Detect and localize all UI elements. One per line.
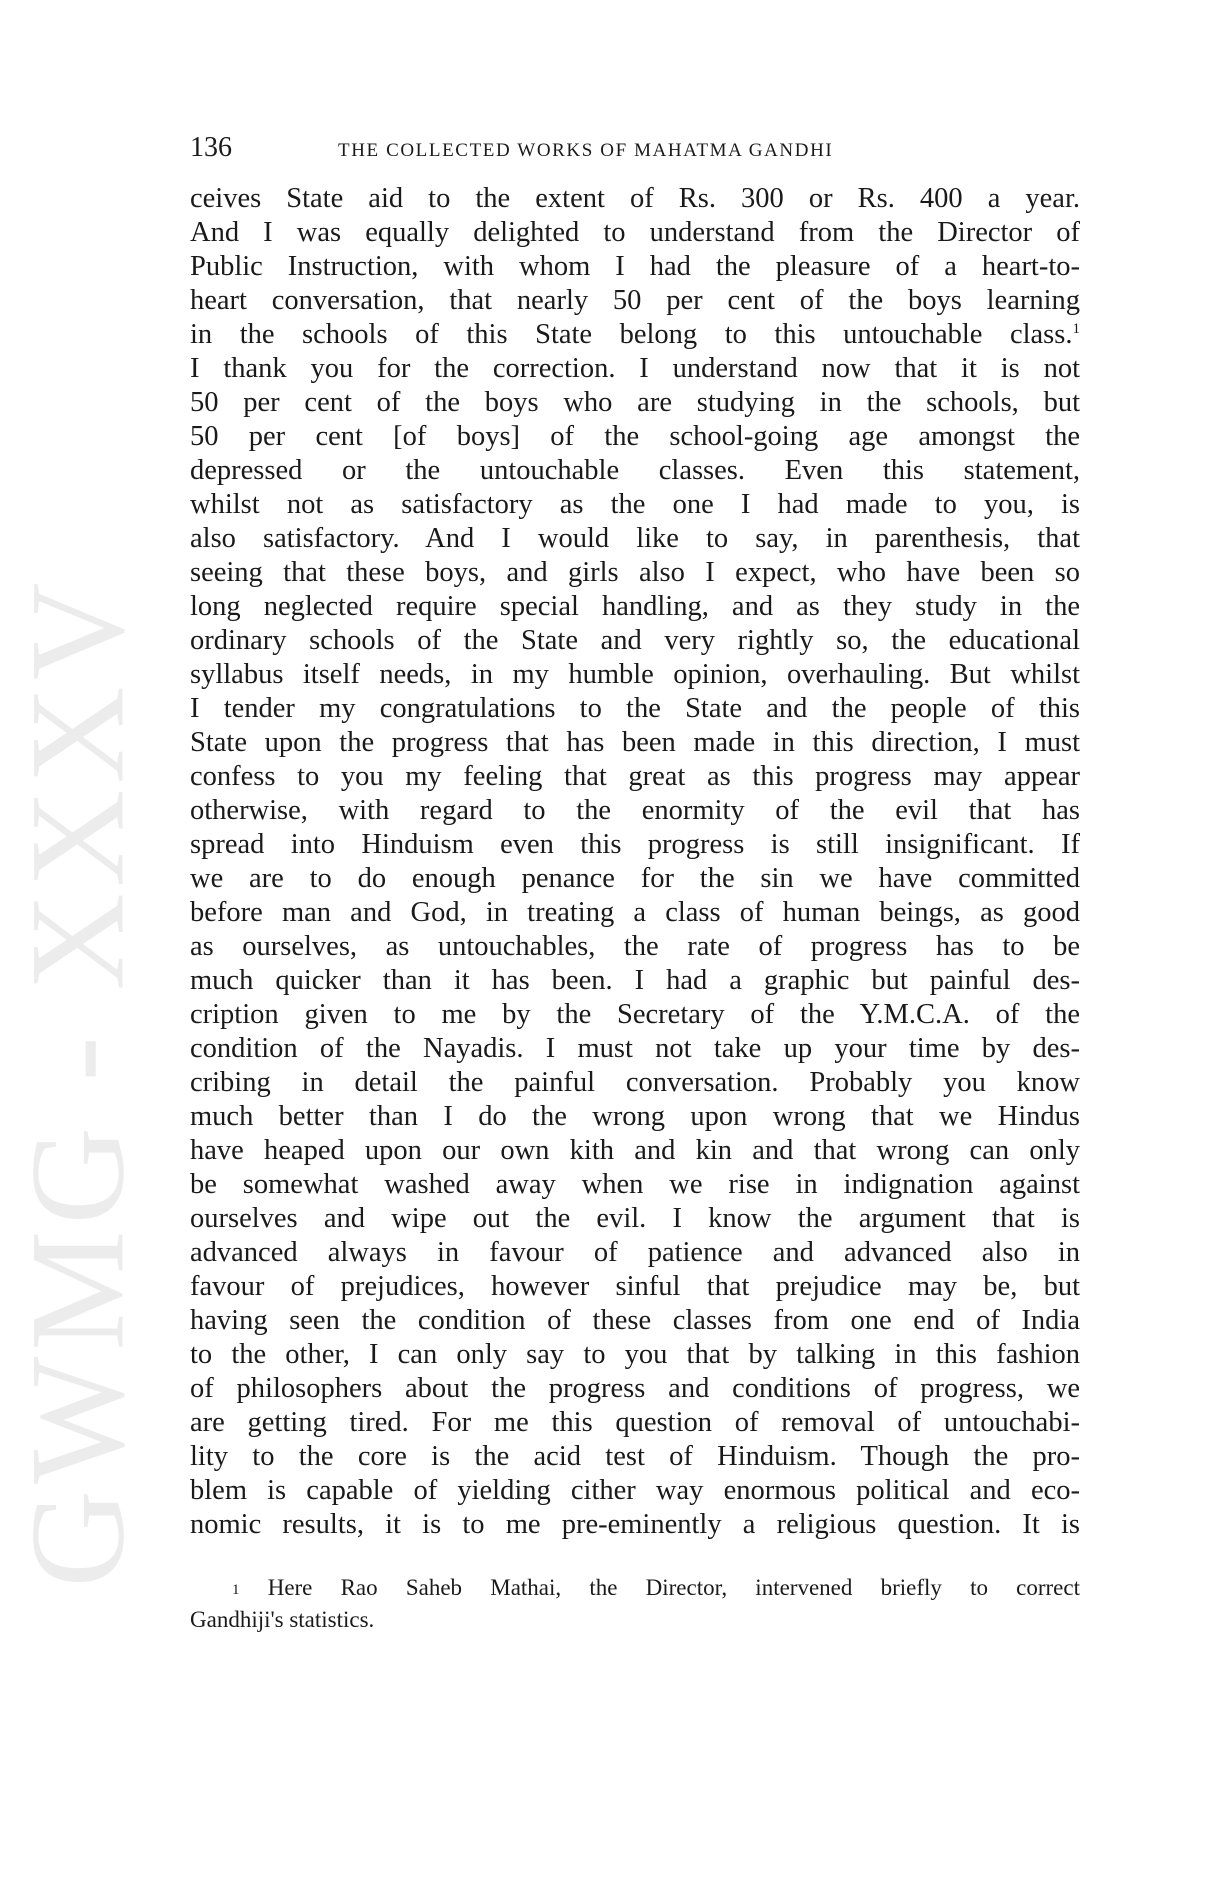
text-line: we are to do enough penance for the sin we have committed [190, 863, 1080, 894]
text-line: advanced always in favour of patience and advanced also in [190, 1237, 1080, 1268]
text-line: ceives State aid to the extent of Rs. 300 or Rs. 400 a year. [190, 183, 1080, 214]
text-line: ordinary schools of the State and very rightly so, the educational [190, 625, 1080, 656]
text-line: to the other, I can only say to you that by talking in this fashion [190, 1339, 1080, 1370]
text-line: in the schools of this State belong to this untouchable class. [190, 319, 1073, 350]
text-line: favour of prejudices, however sinful that prejudice may be, but [190, 1271, 1080, 1302]
text-line: much quicker than it has been. I had a graphic but painful des- [190, 965, 1080, 996]
text-line: Public Instruction, with whom I had the pleasure of a heart-to- [190, 251, 1080, 282]
text-line-with-footnote-ref [190, 318, 1080, 352]
book-title: THE COLLECTED WORKS OF MAHATMA GANDHI [338, 140, 834, 161]
text-line: whilst not as satisfactory as the one I had made to you, is [190, 489, 1080, 520]
text-line: otherwise, with regard to the enormity of the evil that has [190, 795, 1080, 826]
text-line: And I was equally delighted to understand from the Director of [190, 217, 1080, 248]
text-line: I thank you for the correction. I understand now that it is not [190, 353, 1080, 384]
text-line: lity to the core is the acid test of Hinduism. Though the pro- [190, 1441, 1080, 1472]
body-text [190, 182, 1080, 1542]
text-line: State upon the progress that has been made in this direction, I must [190, 727, 1080, 758]
text-line: be somewhat washed away when we rise in indignation against [190, 1169, 1080, 1200]
text-line: heart conversation, that nearly 50 per cent of the boys learning [190, 285, 1080, 316]
watermark: GWMG - XXXV [3, 576, 153, 1588]
text-line: before man and God, in treating a class of human beings, as good [190, 897, 1080, 928]
text-line: cribing in detail the painful conversation. Probably you know [190, 1067, 1080, 1098]
text-line: spread into Hinduism even this progress is still insignificant. If [190, 829, 1080, 860]
text-line: confess to you my feeling that great as this progress may appear [190, 761, 1080, 792]
text-line: as ourselves, as untouchables, the rate of progress has to be [190, 931, 1080, 962]
text-line: have heaped upon our own kith and kin and that wrong can only [190, 1135, 1080, 1166]
text-line: 50 per cent of the boys who are studying in the schools, but [190, 387, 1080, 418]
text-line: are getting tired. For me this question of removal of untouchabi- [190, 1407, 1080, 1438]
text-line: blem is capable of yielding cither way enormous political and eco- [190, 1475, 1080, 1506]
text-line: condition of the Nayadis. I must not take up your time by des- [190, 1033, 1080, 1064]
text-line: long neglected require special handling, and as they study in the [190, 591, 1080, 622]
text-line: cription given to me by the Secretary of the Y.M.C.A. of the [190, 999, 1080, 1030]
footnote-text: Here Rao Saheb Mathai, the Director, intervened briefly to correct [267, 1575, 1080, 1600]
text-line: seeing that these boys, and girls also I expect, who have been so [190, 557, 1080, 588]
text-line: also satisfactory. And I would like to say, in parenthesis, that [190, 523, 1080, 554]
text-line: syllabus itself needs, in my humble opinion, overhauling. But whilst [190, 659, 1080, 690]
footnote [190, 1572, 1080, 1636]
text-line: of philosophers about the progress and conditions of progress, we [190, 1373, 1080, 1404]
text-line: nomic results, it is to me pre-eminently a religious question. It is [190, 1509, 1080, 1540]
text-line: depressed or the untouchable classes. Even this statement, [190, 455, 1080, 486]
footnote-reference: 1 [1072, 321, 1080, 337]
page-number: 136 [190, 132, 232, 163]
footnote-marker: 1 [232, 1582, 240, 1598]
running-header [190, 132, 1080, 172]
text-line: ourselves and wipe out the evil. I know the argument that is [190, 1203, 1080, 1234]
text-line: having seen the condition of these classes from one end of India [190, 1305, 1080, 1336]
text-line: much better than I do the wrong upon wrong that we Hindus [190, 1101, 1080, 1132]
text-line: 50 per cent [of boys] of the school-going age amongst the [190, 421, 1080, 452]
text-line: I tender my congratulations to the State and the people of this [190, 693, 1080, 724]
footnote-line: Gandhiji's statistics. [190, 1607, 375, 1632]
footnote-line [190, 1572, 1080, 1604]
